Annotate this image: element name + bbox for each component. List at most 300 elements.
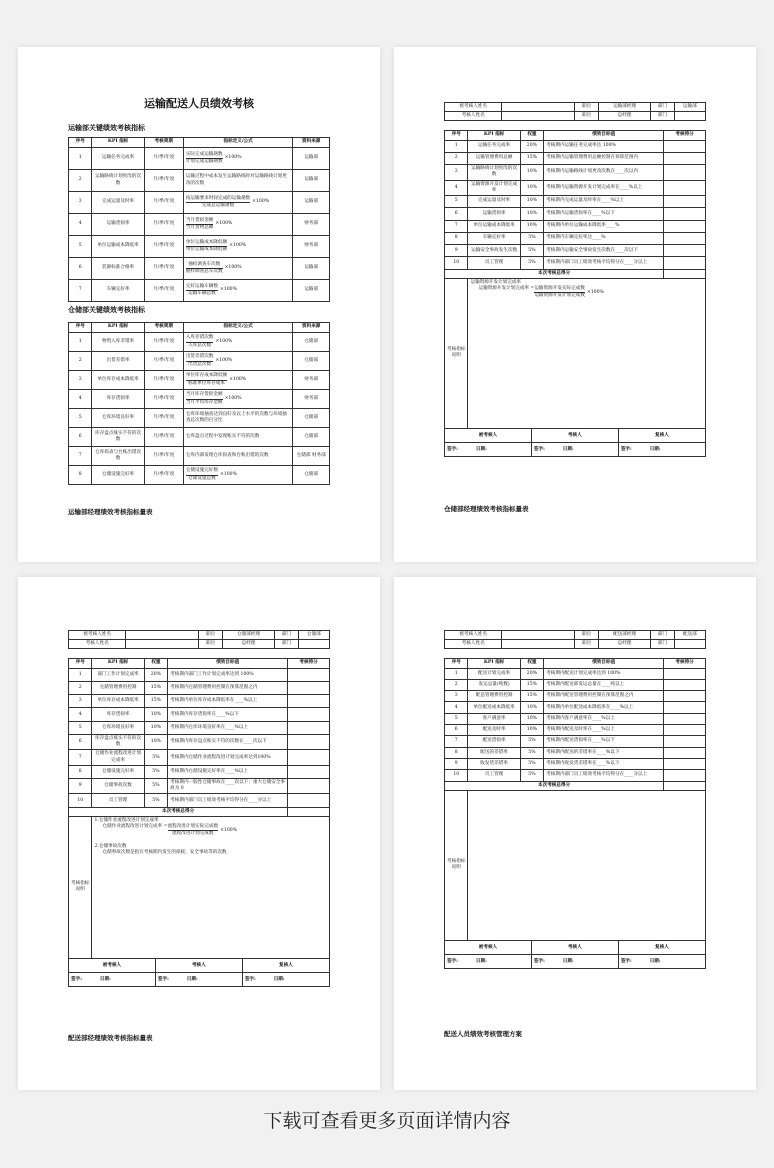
target-value: 考核期内收发货差错率在____%以下 bbox=[544, 758, 664, 769]
column-header: 序号 bbox=[69, 659, 92, 668]
kpi-score-table bbox=[444, 658, 706, 940]
row-number: 3 bbox=[69, 371, 92, 390]
row-number: 3 bbox=[69, 695, 92, 708]
signature-field[interactable] bbox=[618, 955, 705, 969]
position-label: 职位 bbox=[199, 631, 222, 640]
date-label: 日期: bbox=[186, 976, 198, 982]
row-number: 8 bbox=[69, 765, 92, 778]
notes-content bbox=[468, 278, 706, 428]
fraction bbox=[186, 218, 214, 231]
column-header: 指标定义/公式 bbox=[183, 323, 293, 333]
data-source: 运输部 bbox=[293, 192, 330, 214]
position-label: 职位 bbox=[575, 631, 598, 640]
header-row bbox=[445, 659, 706, 668]
dept-label: 部门 bbox=[275, 640, 298, 649]
target-value: 考核期内运输资源开发计划完成率在____%以上 bbox=[544, 180, 664, 195]
definition-text: 运输过程中成本发生运输路线时对运输路线计划更改的次数 bbox=[185, 174, 287, 186]
row-number: 2 bbox=[69, 352, 92, 371]
table-row bbox=[69, 721, 330, 734]
row-number: 2 bbox=[69, 681, 92, 694]
target-value: 考核期内仓储设施完好率在____%以上 bbox=[168, 765, 288, 778]
notes-row bbox=[445, 790, 706, 940]
score-cell[interactable] bbox=[664, 770, 706, 781]
table-row bbox=[69, 428, 330, 447]
table-row bbox=[69, 735, 330, 750]
formula-suffix: ×100% bbox=[229, 243, 247, 249]
weight: 10% bbox=[520, 165, 543, 180]
assessment-period: 月/季/年度 bbox=[144, 466, 183, 485]
numerator: 按运输要求时间完成的运输趟数 bbox=[186, 196, 250, 203]
row-number: 7 bbox=[445, 220, 468, 232]
numerator: 单位库存成本降低额 bbox=[186, 373, 227, 380]
kpi-definition bbox=[183, 236, 293, 258]
table-row bbox=[445, 232, 706, 244]
weight: 5% bbox=[520, 245, 543, 257]
date-label: 日期: bbox=[475, 446, 487, 452]
column-header: 序号 bbox=[445, 131, 468, 140]
score-cell[interactable] bbox=[664, 725, 706, 736]
row-number: 1 bbox=[445, 668, 468, 679]
table-row bbox=[445, 220, 706, 232]
reviewer-position: 总经理 bbox=[598, 640, 650, 649]
column-header: 考核周期 bbox=[144, 323, 183, 333]
score-cell[interactable] bbox=[664, 208, 706, 220]
table-row bbox=[69, 390, 330, 409]
table-row bbox=[69, 794, 330, 807]
kpi-name: 库存盘点账实不符的次数 bbox=[92, 428, 144, 447]
column-header: 资料来源 bbox=[293, 323, 330, 333]
numerator: 当月库存货损金额 bbox=[186, 392, 223, 399]
assessment-period: 月/季/年度 bbox=[144, 333, 183, 352]
table-row bbox=[69, 352, 330, 371]
assessment-period: 月/季/年度 bbox=[144, 148, 183, 170]
data-source: 财务部 bbox=[293, 371, 330, 390]
weight: 5% bbox=[144, 779, 167, 794]
signatory-role: 被考核人 bbox=[69, 959, 156, 973]
column-header: 序号 bbox=[445, 659, 468, 668]
kpi-name: 运输任务完成率 bbox=[92, 148, 144, 170]
score-cell[interactable] bbox=[664, 736, 706, 747]
target-value: 考核期内部门员工绩效考核平均得分在____分以上 bbox=[544, 257, 664, 269]
assessment-period: 月/季/年度 bbox=[144, 170, 183, 192]
score-cell[interactable] bbox=[288, 721, 330, 734]
table-row bbox=[69, 192, 330, 214]
score-cell[interactable] bbox=[664, 165, 706, 180]
signature-field[interactable] bbox=[618, 443, 705, 457]
weight: 10% bbox=[520, 713, 543, 724]
row-number: 2 bbox=[445, 679, 468, 690]
score-cell[interactable] bbox=[288, 750, 330, 765]
table-row bbox=[445, 770, 706, 781]
assessment-period: 月/季/年度 bbox=[144, 390, 183, 409]
target-value: 考核期内车辆完好率达____% bbox=[544, 232, 664, 244]
target-value: 考核期内仓库环境良好率在____%以上 bbox=[168, 721, 288, 734]
name-label: 被考核人姓名 bbox=[445, 103, 502, 112]
target-value: 考核期内库存盘点账实不符的次数在____次以下 bbox=[168, 735, 288, 750]
document-page-1 bbox=[18, 47, 380, 562]
table-row bbox=[69, 466, 330, 485]
table-row bbox=[69, 333, 330, 352]
data-source: 运输部 bbox=[293, 280, 330, 302]
signatory-role: 复核人 bbox=[618, 941, 705, 955]
score-cell[interactable] bbox=[288, 779, 330, 794]
formula-lhs: 运输资源开发计划完成率 = bbox=[478, 286, 535, 292]
denominator: 计划完成运输趟数 bbox=[185, 159, 223, 164]
kpi-name: 仓储管理费用控制 bbox=[92, 681, 144, 694]
score-cell[interactable] bbox=[664, 232, 706, 244]
kpi-name: 员工管理 bbox=[468, 257, 520, 269]
fraction bbox=[186, 468, 218, 481]
kpi-name: 配送的差错率 bbox=[468, 747, 520, 758]
dept-label: 部门 bbox=[651, 103, 674, 112]
row-number: 4 bbox=[69, 214, 92, 236]
table-row bbox=[69, 214, 330, 236]
formula-suffix: ×100% bbox=[220, 827, 238, 833]
reviewer-value bbox=[502, 640, 575, 649]
score-cell[interactable] bbox=[664, 758, 706, 769]
data-source: 运输部 bbox=[293, 148, 330, 170]
weight: 15% bbox=[520, 691, 543, 702]
score-cell[interactable] bbox=[664, 140, 706, 152]
denominator: 流程改进计划完成数 bbox=[172, 831, 214, 837]
row-number: 4 bbox=[445, 702, 468, 713]
denominator: 单位运输成本降低额 bbox=[185, 247, 228, 252]
dept-label: 部门 bbox=[651, 112, 674, 121]
signature-field[interactable] bbox=[445, 443, 532, 457]
reviewer-dept bbox=[298, 640, 329, 649]
target-value: 考核期内配送及时率在____%以上 bbox=[544, 725, 664, 736]
date-label: 日期: bbox=[649, 958, 661, 964]
sign-label: 签字: bbox=[620, 446, 632, 452]
row-number: 10 bbox=[445, 770, 468, 781]
kpi-score-table bbox=[68, 658, 330, 959]
score-cell[interactable] bbox=[664, 691, 706, 702]
target-value: 考核期内运输安全事故发生次数在____次以下 bbox=[544, 245, 664, 257]
kpi-name: 运输资源开发计划完成率 bbox=[468, 180, 520, 195]
signatory-role: 考核人 bbox=[155, 959, 242, 973]
total-score-label: 本次考核总得分 bbox=[69, 807, 288, 816]
page-caption: 配送人员绩效考核管理方案 bbox=[444, 1030, 522, 1038]
numerator: 完好运输车辆数 bbox=[186, 284, 218, 291]
formula-suffix: ×100% bbox=[215, 357, 233, 363]
kpi-definition bbox=[183, 192, 293, 214]
denominator: 当月货物总额 bbox=[185, 225, 214, 230]
formula bbox=[186, 196, 269, 209]
transport-kpi-table bbox=[68, 137, 330, 302]
row-number: 9 bbox=[445, 758, 468, 769]
score-cell[interactable] bbox=[664, 220, 706, 232]
kpi-name: 配送及时率 bbox=[468, 725, 520, 736]
data-source: 运输部 bbox=[293, 170, 330, 192]
formula-suffix: ×100% bbox=[219, 287, 237, 293]
kpi-name: 库存货损率 bbox=[92, 708, 144, 721]
reviewer-label: 考核人姓名 bbox=[69, 640, 126, 649]
row-number: 4 bbox=[445, 180, 468, 195]
kpi-name: 库存货损率 bbox=[92, 390, 144, 409]
fraction bbox=[186, 335, 214, 348]
score-cell[interactable] bbox=[288, 668, 330, 681]
kpi-name: 运输安全事故发生次数 bbox=[468, 245, 520, 257]
row-number: 5 bbox=[69, 721, 92, 734]
total-score-cell[interactable] bbox=[664, 269, 706, 278]
target-value: 考核期内配送货损率在____%以下 bbox=[544, 736, 664, 747]
score-cell[interactable] bbox=[664, 747, 706, 758]
fraction bbox=[534, 286, 585, 299]
table-row bbox=[69, 170, 330, 192]
table-row bbox=[69, 750, 330, 765]
fraction bbox=[186, 373, 227, 386]
assessment-period: 月/季/年度 bbox=[144, 352, 183, 371]
date-label: 日期: bbox=[99, 976, 111, 982]
column-header: KPI 指标 bbox=[92, 659, 144, 668]
signatory-role: 被考核人 bbox=[445, 941, 532, 955]
kpi-name: 运输管理费用总额 bbox=[468, 152, 520, 164]
kpi-name: 员工管理 bbox=[92, 794, 144, 807]
table-row bbox=[69, 779, 330, 794]
kpi-definition bbox=[183, 170, 293, 192]
row-number: 3 bbox=[69, 192, 92, 214]
kpi-name: 仓储设施完好率 bbox=[92, 765, 144, 778]
table-row bbox=[445, 257, 706, 269]
data-source: 仓储部 bbox=[293, 409, 330, 428]
target-value: 考核期内部门工作计划完成率达到 100% bbox=[168, 668, 288, 681]
page-title: 运输配送人员绩效考核 bbox=[144, 97, 254, 110]
weight: 5% bbox=[144, 794, 167, 807]
score-cell[interactable] bbox=[288, 794, 330, 807]
kpi-name: 仓库环境良好率 bbox=[92, 409, 144, 428]
row-number: 10 bbox=[69, 794, 92, 807]
table-row bbox=[69, 280, 330, 302]
total-row bbox=[445, 269, 706, 278]
total-score-cell[interactable] bbox=[664, 781, 706, 790]
formula-suffix: ×100% bbox=[219, 471, 237, 477]
document-page-3 bbox=[18, 577, 380, 1090]
target-value: 考核期内单位配送成本降低率在____%以上 bbox=[544, 702, 664, 713]
numerator: 流程改进计划实际完成数 bbox=[168, 824, 219, 831]
name-label: 被考核人姓名 bbox=[69, 631, 126, 640]
kpi-name: 配送计划完成率 bbox=[468, 668, 520, 679]
column-header: KPI 指标 bbox=[92, 323, 144, 333]
weight: 20% bbox=[144, 668, 167, 681]
signature-field[interactable] bbox=[155, 973, 242, 987]
signatory-role: 考核人 bbox=[531, 941, 618, 955]
denominator: 仓储设施总数 bbox=[188, 475, 216, 481]
fraction bbox=[186, 262, 223, 275]
score-cell[interactable] bbox=[664, 195, 706, 207]
target-value: 考核期内单位运输成本降低率____% bbox=[544, 220, 664, 232]
target-value: 考核期内配送计划完成率达到 100% bbox=[544, 668, 664, 679]
score-cell[interactable] bbox=[664, 713, 706, 724]
weight: 10% bbox=[144, 721, 167, 734]
signature-field[interactable] bbox=[69, 973, 156, 987]
kpi-name: 收发货差错率 bbox=[468, 758, 520, 769]
kpi-name: 运输货损率 bbox=[92, 214, 144, 236]
reviewer-label: 考核人姓名 bbox=[445, 112, 502, 121]
header-row bbox=[69, 659, 330, 668]
definition-text: 仓库内部发现仓库损表和台账出错的次数 bbox=[185, 452, 269, 458]
denominator: 运输车辆总数 bbox=[188, 291, 216, 296]
score-cell[interactable] bbox=[664, 702, 706, 713]
row-number: 6 bbox=[69, 428, 92, 447]
target-value: 考核期内配送的差错率在____%以下 bbox=[544, 747, 664, 758]
target-value: 考核期内单位库存成本降低率在____%以上 bbox=[168, 695, 288, 708]
column-header: KPI 指标 bbox=[92, 138, 144, 148]
weight: 5% bbox=[520, 758, 543, 769]
table-row bbox=[445, 747, 706, 758]
formula-lhs: 仓储作业流程改进计划完成率 = bbox=[102, 824, 168, 830]
row-number: 8 bbox=[445, 747, 468, 758]
signature-table bbox=[444, 940, 706, 969]
reviewer-label: 考核人姓名 bbox=[445, 640, 502, 649]
note-item-2-text: 仓储事故次数是指在考核期内发生的损耗、安全事故等的次数 bbox=[102, 849, 227, 855]
score-cell[interactable] bbox=[288, 735, 330, 750]
weight: 5% bbox=[520, 770, 543, 781]
fraction bbox=[186, 152, 223, 165]
sign-label: 签字: bbox=[447, 446, 458, 452]
score-cell[interactable] bbox=[664, 245, 706, 257]
more-pages-notice: 下载可查看更多页面详情内容 bbox=[263, 1110, 511, 1132]
column-header: KPI 指标 bbox=[468, 659, 520, 668]
target-value: 考核期内部门员工绩效考核平均得分在____分以上 bbox=[544, 770, 664, 781]
kpi-name: 车辆完好率 bbox=[92, 280, 144, 302]
table-row bbox=[445, 736, 706, 747]
kpi-name: 部门工作计划完成率 bbox=[92, 668, 144, 681]
kpi-name: 员工管理 bbox=[468, 770, 520, 781]
dept-value: 运输部 bbox=[674, 103, 705, 112]
name-value bbox=[126, 631, 199, 640]
signature-field[interactable] bbox=[445, 955, 532, 969]
total-score-label: 本次考核总得分 bbox=[445, 781, 664, 790]
kpi-definition bbox=[183, 333, 293, 352]
column-header: 绩效目标值 bbox=[168, 659, 288, 668]
formula bbox=[186, 468, 237, 481]
numerator: 当月货损金额 bbox=[186, 218, 214, 225]
reviewer-dept bbox=[674, 640, 705, 649]
header-row bbox=[445, 131, 706, 140]
table-row bbox=[69, 409, 330, 428]
column-header: 考核得分 bbox=[288, 659, 330, 668]
table-row bbox=[69, 708, 330, 721]
score-cell[interactable] bbox=[288, 765, 330, 778]
reviewer-value bbox=[126, 640, 199, 649]
signature-field[interactable] bbox=[531, 955, 618, 969]
page-caption: 配送部经理绩效考核指标量表 bbox=[68, 1034, 153, 1042]
kpi-name: 车辆完好率 bbox=[468, 232, 520, 244]
weight: 10% bbox=[144, 708, 167, 721]
row-number: 6 bbox=[445, 725, 468, 736]
denominator: 入库总次数 bbox=[188, 342, 212, 348]
signature-field[interactable] bbox=[531, 443, 618, 457]
kpi-name: 库存盘点账实不符的次数 bbox=[92, 735, 144, 750]
row-number: 5 bbox=[445, 713, 468, 724]
table-row bbox=[445, 679, 706, 690]
sign-label: 签字: bbox=[244, 976, 256, 982]
kpi-definition bbox=[183, 390, 293, 409]
target-value: 考核期内运输货损率在____%以下 bbox=[544, 208, 664, 220]
numerator: 抽检调查车次数 bbox=[186, 262, 223, 269]
page-caption: 仓储部经理绩效考核指标量表 bbox=[444, 505, 529, 513]
assessment-period: 月/季/年度 bbox=[144, 214, 183, 236]
table-row bbox=[69, 148, 330, 170]
definition-text: 仓库盘点过程中发现账实不符的次数 bbox=[185, 433, 260, 439]
note-formula bbox=[470, 286, 703, 299]
row-number: 7 bbox=[445, 736, 468, 747]
denominator: 完成总运输趟数 bbox=[201, 203, 235, 208]
dept-label: 部门 bbox=[651, 640, 674, 649]
total-score-cell[interactable] bbox=[288, 807, 330, 816]
formula bbox=[186, 392, 242, 405]
warehouse-kpi-table bbox=[68, 322, 330, 485]
kpi-definition bbox=[183, 447, 293, 466]
score-cell[interactable] bbox=[288, 681, 330, 694]
kpi-name: 单位配送成本降低率 bbox=[468, 702, 520, 713]
date-label: 日期: bbox=[273, 976, 285, 982]
score-cell[interactable] bbox=[288, 695, 330, 708]
kpi-definition bbox=[183, 428, 293, 447]
formula-suffix: ×100% bbox=[586, 289, 604, 295]
column-header: 指标定义/公式 bbox=[183, 138, 293, 148]
fraction bbox=[186, 240, 227, 253]
formula bbox=[186, 262, 242, 275]
row-number: 6 bbox=[69, 735, 92, 750]
weight: 10% bbox=[520, 702, 543, 713]
formula-suffix: ×100% bbox=[224, 395, 242, 401]
numerator: 实际完成运输趟数 bbox=[186, 152, 223, 159]
table-row bbox=[445, 725, 706, 736]
numerator: 出货差错次数 bbox=[186, 354, 214, 361]
note-formula bbox=[94, 824, 327, 837]
column-header: 绩效目标值 bbox=[544, 659, 664, 668]
row-number: 5 bbox=[69, 236, 92, 258]
kpi-name: 单位运输成本降低率 bbox=[468, 220, 520, 232]
formula bbox=[186, 284, 237, 297]
score-cell[interactable] bbox=[664, 679, 706, 690]
table-row bbox=[445, 152, 706, 164]
sign-label: 签字: bbox=[533, 446, 545, 452]
data-source: 财务部 bbox=[293, 214, 330, 236]
table-row bbox=[69, 236, 330, 258]
kpi-name: 单位库存成本降低率 bbox=[92, 371, 144, 390]
target-value: 考核期内仓储作业流程改进计划完成率达到100% bbox=[168, 750, 288, 765]
signatory-role: 考核人 bbox=[531, 429, 618, 443]
total-score-label: 本次考核总得分 bbox=[445, 269, 664, 278]
kpi-name: 仓储作业流程改进计划完成率 bbox=[92, 750, 144, 765]
note-title: 运输资源开发计划完成率 bbox=[470, 279, 522, 285]
table-row bbox=[445, 195, 706, 207]
kpi-name: 完成运量及时率 bbox=[468, 195, 520, 207]
fraction bbox=[168, 824, 219, 837]
name-value bbox=[502, 103, 575, 112]
fraction bbox=[186, 284, 218, 297]
kpi-name: 出货差错率 bbox=[92, 352, 144, 371]
data-source: 财务部 bbox=[293, 236, 330, 258]
signature-field[interactable] bbox=[242, 973, 329, 987]
score-cell[interactable] bbox=[664, 180, 706, 195]
score-cell[interactable] bbox=[664, 152, 706, 164]
position-value: 仓储部经理 bbox=[222, 631, 274, 640]
score-cell[interactable] bbox=[664, 257, 706, 269]
dept-label: 部门 bbox=[275, 631, 298, 640]
kpi-name: 仓储事故次数 bbox=[92, 779, 144, 794]
kpi-score-table bbox=[444, 130, 706, 429]
score-cell[interactable] bbox=[664, 668, 706, 679]
target-value: 考核期内运输管理费用总额控制在预算范围内 bbox=[544, 152, 664, 164]
row-number: 9 bbox=[69, 779, 92, 794]
weight: 10% bbox=[520, 180, 543, 195]
score-cell[interactable] bbox=[288, 708, 330, 721]
signature-table bbox=[444, 428, 706, 457]
weight: 5% bbox=[520, 257, 543, 269]
